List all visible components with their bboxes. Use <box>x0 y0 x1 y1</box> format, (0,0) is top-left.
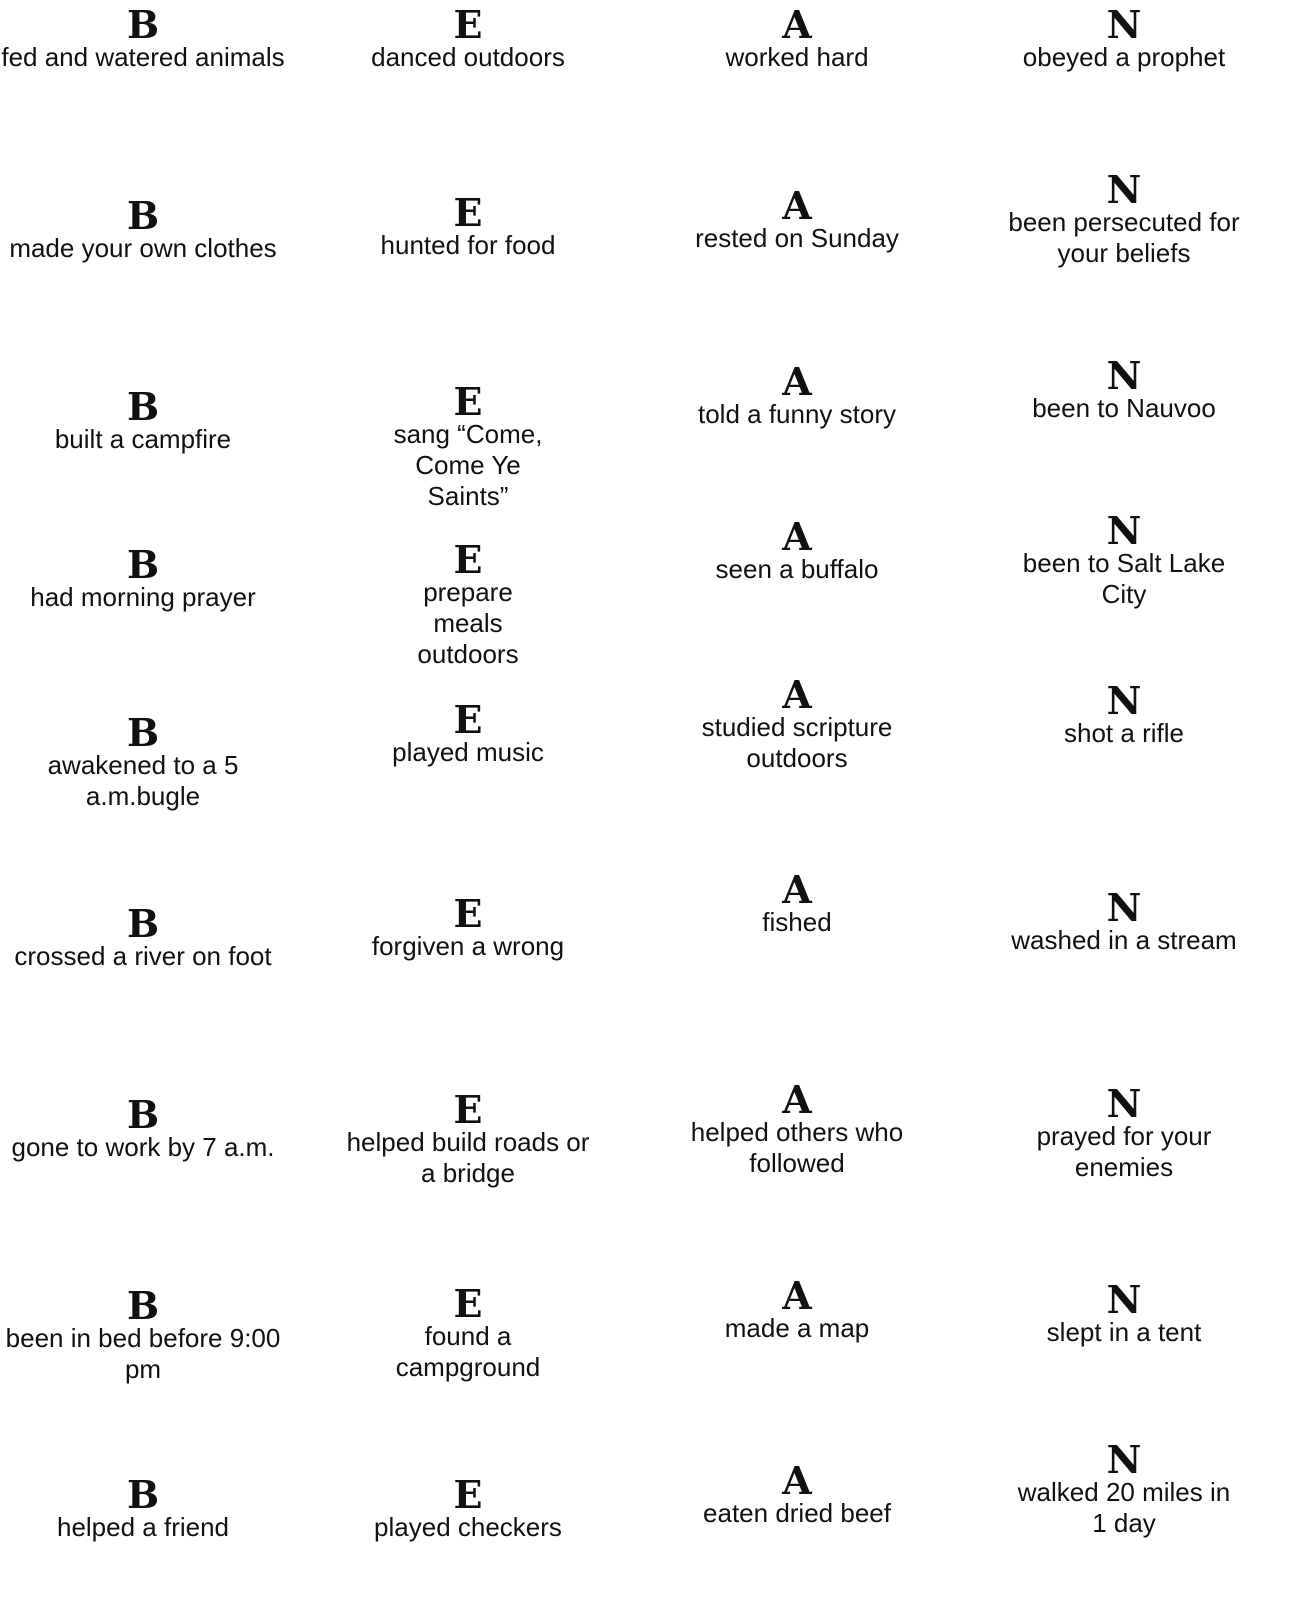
column-letter: B <box>126 1472 160 1517</box>
cell-n-7 <box>974 1081 1274 1183</box>
cell-b-2 <box>0 193 288 264</box>
column-letter: N <box>1106 1437 1142 1482</box>
cell-e-7 <box>318 1087 618 1189</box>
activity-text: obeyed a prophet <box>1022 42 1226 72</box>
activity-text: hunted for food <box>380 230 556 260</box>
activity-text: forgiven a wrong <box>371 931 565 961</box>
activity-text: fished <box>762 907 832 937</box>
cell-n-6 <box>974 885 1274 956</box>
column-letter: A <box>782 514 812 559</box>
activity-text: washed in a stream <box>1011 925 1237 955</box>
cell-e-4 <box>318 537 618 670</box>
cell-e-1 <box>318 2 618 73</box>
column-letter: B <box>126 2 160 47</box>
cell-a-9 <box>647 1458 947 1529</box>
cell-a-4 <box>647 514 947 585</box>
activity-text: prepare meals outdoors <box>417 577 519 669</box>
column-letter: A <box>782 1077 812 1122</box>
column-letter: B <box>126 710 160 755</box>
cell-b-3 <box>0 384 288 455</box>
activity-text: studied scripture outdoors <box>701 712 893 773</box>
column-letter: E <box>453 1281 483 1326</box>
cell-a-8 <box>647 1273 947 1344</box>
cell-n-4 <box>974 508 1274 610</box>
column-letter: B <box>126 384 160 429</box>
cell-n-8 <box>974 1277 1274 1348</box>
column-letter: E <box>453 1087 483 1132</box>
activity-text: shot a rifle <box>1064 718 1184 748</box>
column-letter: A <box>782 867 812 912</box>
activity-text: seen a buffalo <box>715 554 879 584</box>
activity-text: been persecuted for your beliefs <box>1008 207 1240 268</box>
activity-text: awakened to a 5 a.m.bugle <box>47 750 239 811</box>
activity-text: had morning prayer <box>30 582 256 612</box>
activity-text: built a campfire <box>54 424 232 454</box>
activity-text: helped a friend <box>56 1512 230 1542</box>
cell-a-1 <box>647 2 947 73</box>
activity-text: fed and watered animals <box>1 42 285 72</box>
cell-a-2 <box>647 183 947 254</box>
cell-b-4 <box>0 542 288 613</box>
cell-n-2 <box>974 167 1274 269</box>
cell-b-7 <box>0 1092 288 1163</box>
column-letter: E <box>453 537 483 582</box>
column-letter: B <box>126 1092 160 1137</box>
cell-n-5 <box>974 678 1274 749</box>
activity-text: slept in a tent <box>1046 1317 1202 1347</box>
column-letter: A <box>782 1273 812 1318</box>
activity-text: played music <box>392 737 544 767</box>
column-letter: E <box>453 891 483 936</box>
activity-text: found a campground <box>395 1321 541 1382</box>
column-letter: N <box>1106 678 1142 723</box>
activity-text: danced outdoors <box>371 42 565 72</box>
cell-a-6 <box>647 867 947 938</box>
activity-text: worked hard <box>725 42 869 72</box>
activity-text: gone to work by 7 a.m. <box>11 1132 275 1162</box>
cell-b-5 <box>0 710 288 812</box>
column-letter: A <box>782 672 812 717</box>
activity-text: eaten dried beef <box>703 1498 891 1528</box>
cell-b-8 <box>0 1283 288 1385</box>
column-letter: B <box>126 901 160 946</box>
column-letter: E <box>453 1472 483 1517</box>
cell-n-3 <box>974 353 1274 424</box>
activity-text: rested on Sunday <box>695 223 899 253</box>
column-letter: N <box>1106 885 1142 930</box>
cell-e-5 <box>318 697 618 768</box>
cell-b-9 <box>0 1472 288 1543</box>
column-letter: A <box>782 183 812 228</box>
column-letter: A <box>782 359 812 404</box>
column-letter: E <box>453 379 483 424</box>
column-letter: N <box>1106 508 1142 553</box>
column-letter: A <box>782 2 812 47</box>
cell-a-5 <box>647 672 947 774</box>
cell-e-9 <box>318 1472 618 1543</box>
column-letter: N <box>1106 353 1142 398</box>
column-letter: E <box>453 190 483 235</box>
activity-text: been to Salt Lake City <box>1022 548 1226 609</box>
cell-n-9 <box>974 1437 1274 1539</box>
column-letter: N <box>1106 1081 1142 1126</box>
column-letter: N <box>1106 167 1142 212</box>
cell-n-1 <box>974 2 1274 73</box>
column-letter: A <box>782 1458 812 1503</box>
activity-text: prayed for your enemies <box>1036 1121 1212 1182</box>
cell-e-3 <box>318 379 618 512</box>
cell-e-8 <box>318 1281 618 1383</box>
activity-text: sang “Come, Come Ye Saints” <box>393 419 543 511</box>
activity-text: been to Nauvoo <box>1032 393 1216 423</box>
cell-a-7 <box>647 1077 947 1179</box>
column-letter: B <box>126 542 160 587</box>
column-letter: E <box>453 697 483 742</box>
column-letter: B <box>126 193 160 238</box>
cell-a-3 <box>647 359 947 430</box>
activity-text: helped others who followed <box>690 1117 904 1178</box>
cell-e-2 <box>318 190 618 261</box>
activity-text: helped build roads or a bridge <box>346 1127 590 1188</box>
cell-b-6 <box>0 901 288 972</box>
column-letter: E <box>453 2 483 47</box>
cell-b-1 <box>0 2 288 73</box>
activity-text: told a funny story <box>698 399 896 429</box>
activity-text: played checkers <box>374 1512 562 1542</box>
activity-text: been in bed before 9:00 pm <box>5 1323 281 1384</box>
activity-text: crossed a river on foot <box>14 941 272 971</box>
column-letter: B <box>126 1283 160 1328</box>
activity-text: made a map <box>724 1313 870 1343</box>
column-letter: N <box>1106 1277 1142 1322</box>
cell-e-6 <box>318 891 618 962</box>
activity-text: made your own clothes <box>9 233 277 263</box>
activity-text: walked 20 miles in 1 day <box>1017 1477 1231 1538</box>
column-letter: N <box>1106 2 1142 47</box>
